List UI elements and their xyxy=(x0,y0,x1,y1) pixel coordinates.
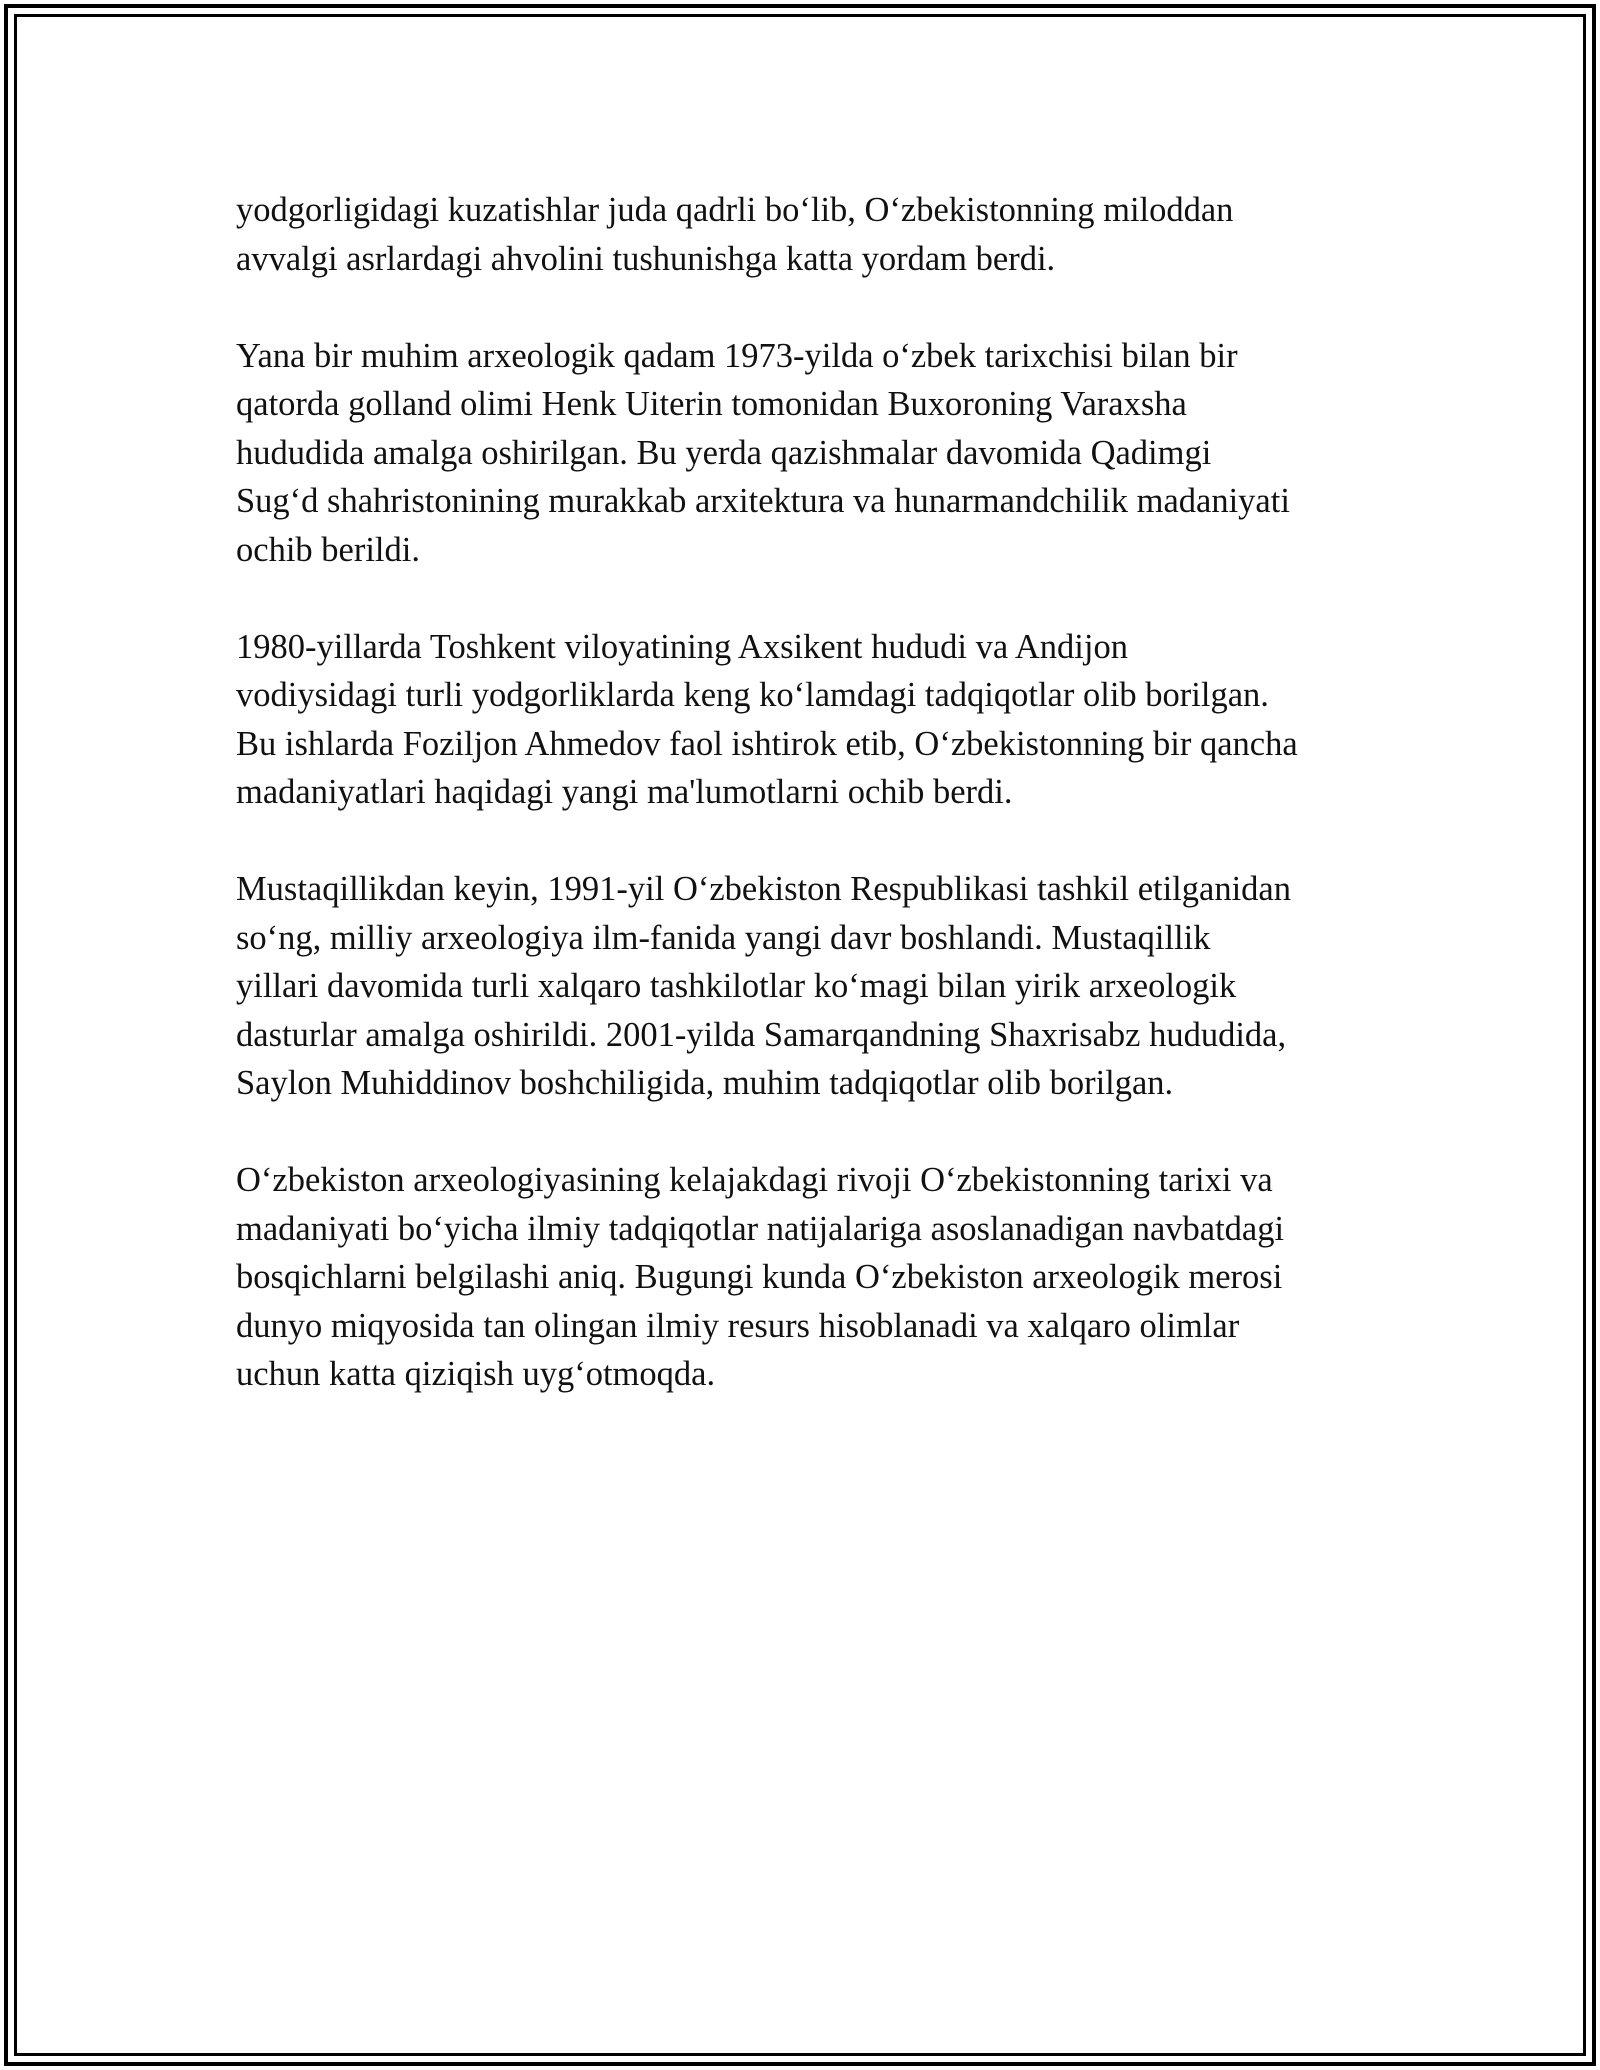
text-line: uchun katta qiziqish uyg‘otmoqda. xyxy=(236,1355,716,1393)
text-line: avvalgi asrlardagi ahvolini tushunishga katta yordam berdi. xyxy=(236,239,1056,278)
paragraph-1 xyxy=(236,186,1386,283)
text-line: hududida amalga oshirilgan. Bu yerda qazishmalar davomida Qadimgi xyxy=(236,433,1212,472)
paragraph-2 xyxy=(236,332,1386,575)
text-line: O‘zbekiston arxeologiyasining kelajakdagi rivoji O‘zbekistonning tarixi va xyxy=(236,1161,1273,1199)
text-line: Yana bir muhim arxeologik qadam 1973-yilda o‘zbek tarixchisi bilan bir xyxy=(236,336,1238,375)
text-line: dunyo miqyosida tan olingan ilmiy resurs hisoblanadi va xalqaro olimlar xyxy=(236,1306,1240,1345)
text-line: Sug‘d shahristonining murakkab arxitektura va hunarmandchilik madaniyati xyxy=(236,482,1290,520)
text-line: vodiysidagi turli yodgorliklarda keng ko‘lamdagi tadqiqotlar olib borilgan. xyxy=(236,676,1269,714)
paragraph-4 xyxy=(236,865,1386,1108)
text-line: dasturlar amalga oshirildi. 2001-yilda Samarqandning Shaxrisabz hududida, xyxy=(236,1015,1287,1054)
text-line: so‘ng, milliy arxeologiya ilm-fanida yangi davr boshlandi. Mustaqillik xyxy=(236,918,1211,957)
text-line: Mustaqillikdan keyin, 1991-yil O‘zbekiston Respublikasi tashkil etilganidan xyxy=(236,870,1291,908)
text-line: 1980-yillarda Toshkent viloyatining Axsikent hududi va Andijon xyxy=(236,627,1128,666)
document-body xyxy=(236,186,1386,1447)
text-line: madaniyati bo‘yicha ilmiy tadqiqotlar natijalariga asoslanadigan navbatdagi xyxy=(236,1209,1285,1248)
text-line: qatorda golland olimi Henk Uiterin tomonidan Buxoroning Varaxsha xyxy=(236,385,1187,423)
text-line: bosqichlarni belgilashi aniq. Bugungi kunda O‘zbekiston arxeologik merosi xyxy=(236,1258,1283,1296)
text-line: yodgorligidagi kuzatishlar juda qadrli bo‘lib, O‘zbekistonning miloddan xyxy=(236,191,1234,229)
paragraph-5 xyxy=(236,1156,1386,1399)
text-line: yillari davomida turli xalqaro tashkilotlar ko‘magi bilan yirik arxeologik xyxy=(236,967,1237,1005)
paragraph-3 xyxy=(236,623,1386,817)
text-line: madaniyatlari haqidagi yangi ma'lumotlarni ochib berdi. xyxy=(236,773,1013,811)
text-line: Saylon Muhiddinov boshchiligida, muhim tadqiqotlar olib borilgan. xyxy=(236,1064,1174,1102)
text-line: ochib berildi. xyxy=(236,530,420,569)
text-line: Bu ishlarda Foziljon Ahmedov faol ishtirok etib, O‘zbekistonning bir qancha xyxy=(236,724,1298,763)
